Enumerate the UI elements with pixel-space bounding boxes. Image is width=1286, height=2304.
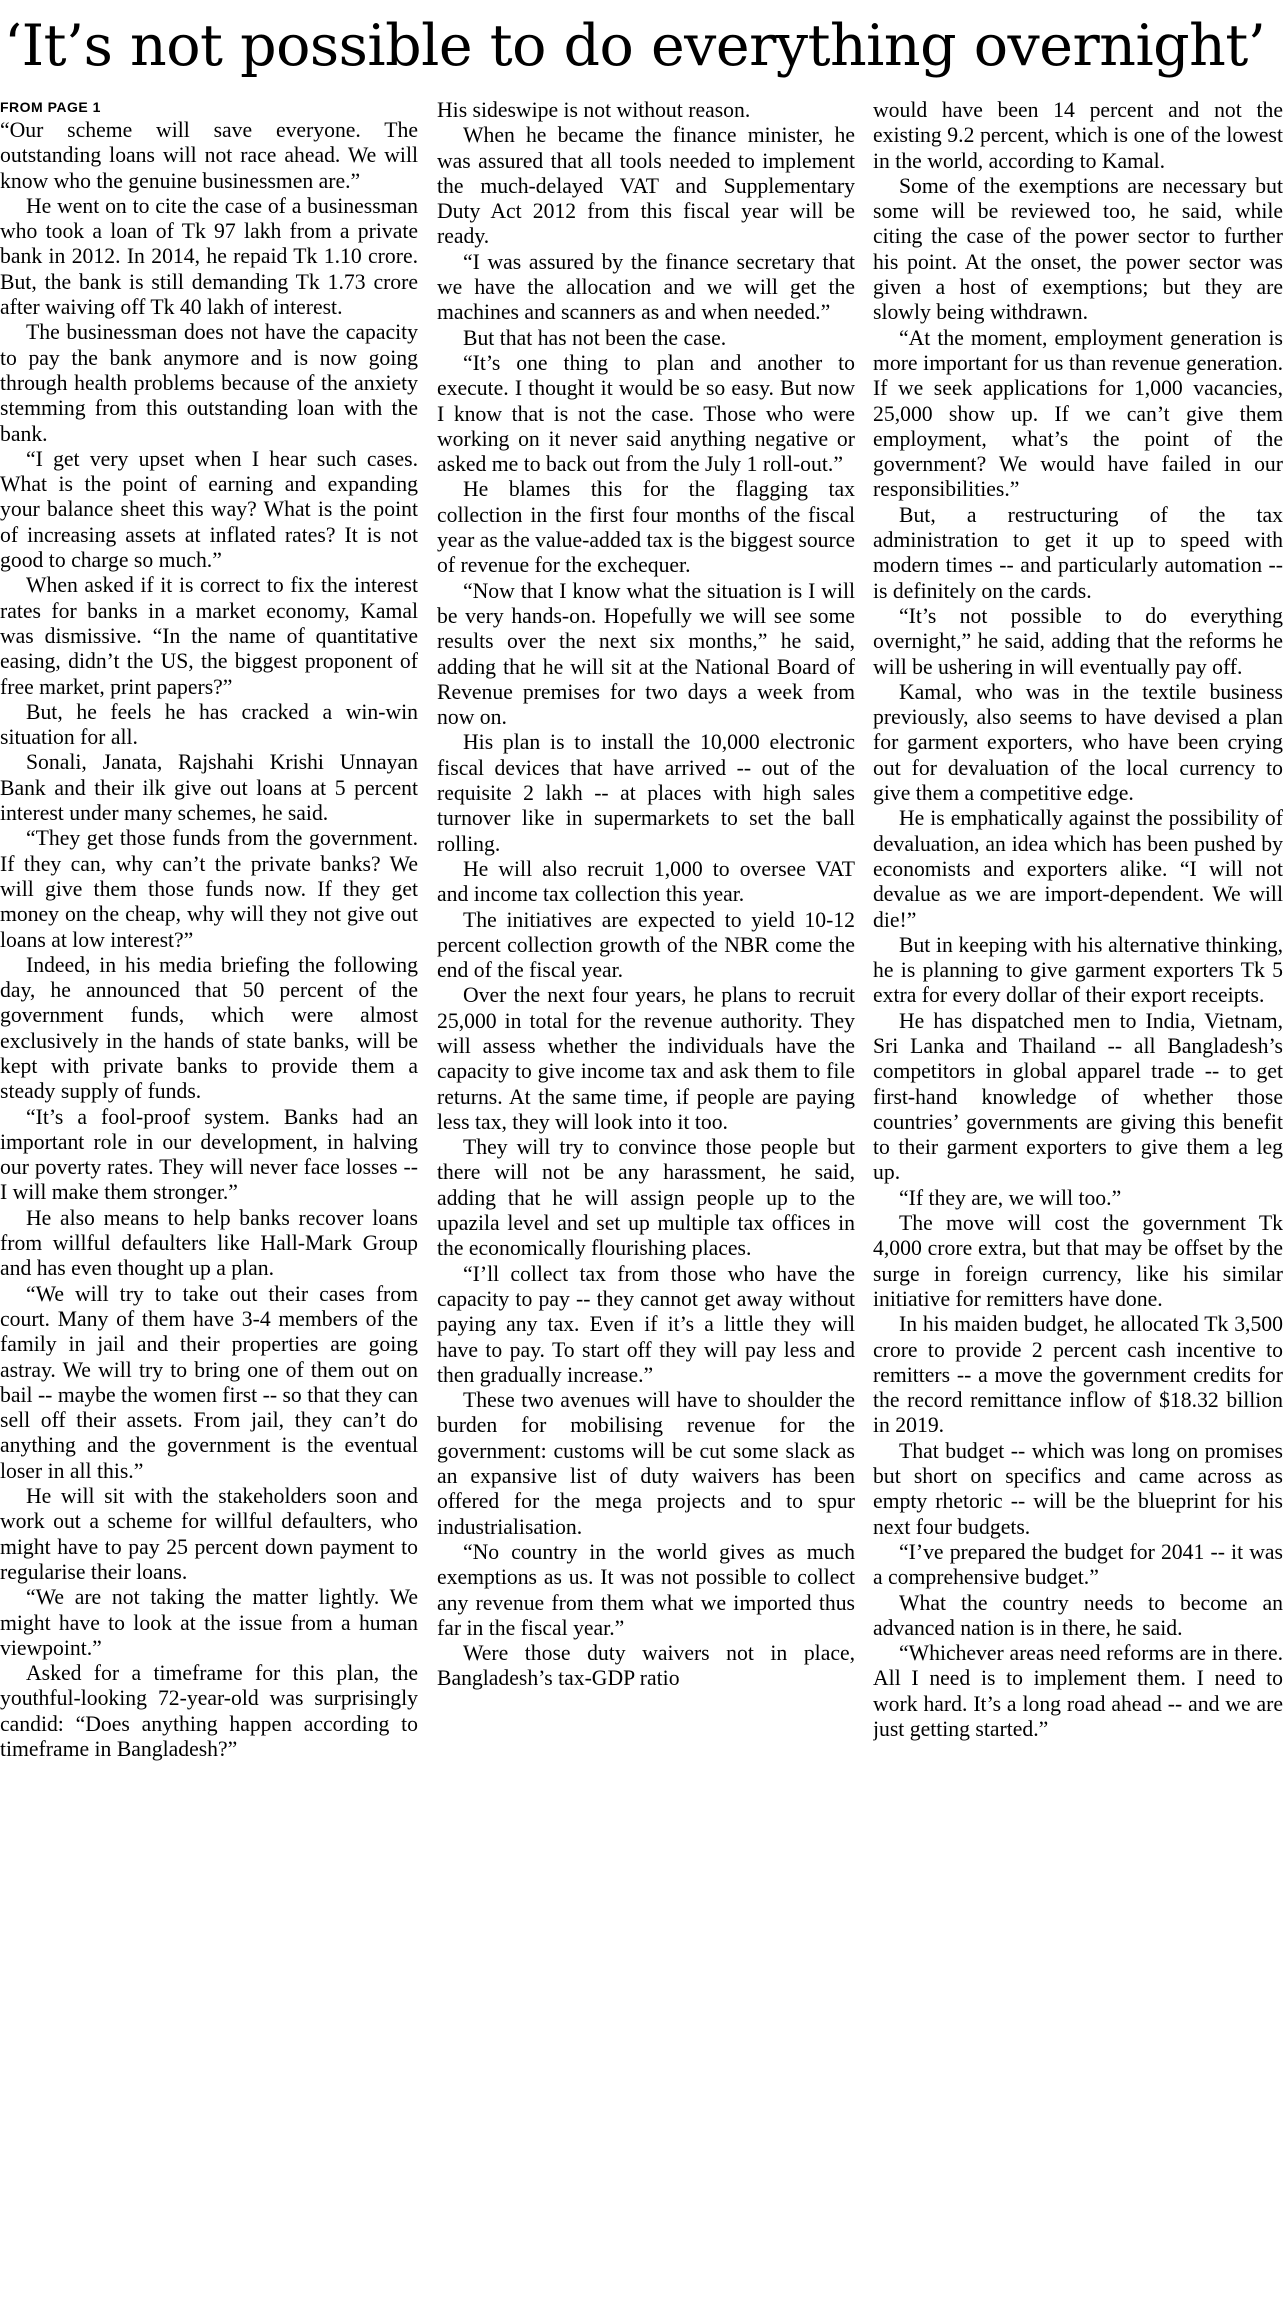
- paragraph: When asked if it is correct to fix the interest rates for banks in a market economy, Kamal was dismissive. “In the name of quantitative easing, didn’t the US, the biggest proponent of free market, print papers?”: [0, 573, 418, 699]
- paragraph: What the country needs to become an advanced nation is in there, he said.: [873, 1590, 1283, 1640]
- paragraph: Sonali, Janata, Rajshahi Krishi Unnayan Bank and their ilk give out loans at 5 percent interest under many schemes, he said.: [0, 750, 418, 826]
- paragraph: He has dispatched men to India, Vietnam, Sri Lanka and Thailand -- all Bangladesh’s competitors in global apparel trade -- to get first-hand knowledge of whether those countries’ governments are giving this benefit to their garment exporters to give them a leg up.: [873, 1008, 1283, 1185]
- paragraph: He is emphatically against the possibility of devaluation, an idea which has been pushed by economists and exporters alike. “I will not devalue as we are import-dependent. We will die!”: [873, 806, 1283, 932]
- paragraph: The move will cost the government Tk 4,000 crore extra, but that may be offset by the surge in foreign currency, like his similar initiative for remitters have done.: [873, 1211, 1283, 1311]
- paragraph: “It’s not possible to do everything overnight,” he said, adding that the reforms he will be ushering in will eventually pay off.: [873, 603, 1283, 679]
- paragraph: He blames this for the flagging tax collection in the first four months of the fiscal year as the value-added tax is the biggest source of revenue for the exchequer.: [437, 477, 855, 578]
- paragraph: But in keeping with his alternative thinking, he is planning to give garment exporters Tk 5 extra for every dollar of their export receipts.: [873, 932, 1283, 1008]
- paragraph: He also means to help banks recover loans from willful defaulters like Hall-Mark Group and has even thought up a plan.: [0, 1205, 418, 1281]
- paragraph: When he became the finance minister, he was assured that all tools needed to implement the much-delayed VAT and Supplementary Duty Act 2012 from this fiscal year will be ready.: [437, 123, 855, 249]
- paragraph: He went on to cite the case of a businessman who took a loan of Tk 97 lakh from a private bank in 2012. In 2014, he repaid Tk 1.10 crore. But, the bank is still demanding Tk 1.73 crore after waiving off Tk 40 lakh of interest.: [0, 193, 418, 320]
- paragraph: “I was assured by the finance secretary that we have the allocation and we will get the machines and scanners as and when needed.”: [437, 249, 855, 325]
- article-column-3: [873, 98, 1283, 2294]
- paragraph: “Our scheme will save everyone. The outstanding loans will not race ahead. We will know who the genuine businessmen are.”: [0, 118, 418, 193]
- paragraph: “We are not taking the matter lightly. We might have to look at the issue from a human viewpoint.”: [0, 1585, 418, 1660]
- paragraph: Kamal, who was in the textile business previously, also seems to have devised a plan for garment exporters, who have been crying out for devaluation of the local currency to give them a competitive edge.: [873, 679, 1283, 806]
- paragraph: In his maiden budget, he allocated Tk 3,500 crore to provide 2 percent cash incentive to remitters -- a move the government credits for the record remittance inflow of $18.32 billion in 2019.: [873, 1312, 1283, 1438]
- paragraph: “I’ve prepared the budget for 2041 -- it was a comprehensive budget.”: [873, 1539, 1283, 1590]
- paragraph: “Now that I know what the situation is I will be very hands-on. Hopefully we will see some results over the next six months,” he said, adding that he will sit at the National Board of Revenue premises for two days a week from now on.: [437, 578, 855, 730]
- paragraph: But, a restructuring of the tax administration to get it up to speed with modern times -- and particularly automation -- is definitely on the cards.: [873, 502, 1283, 603]
- paragraph: “We will try to take out their cases from court. Many of them have 3-4 members of the family in jail and their properties are going astray. We will try to bring one of them out on bail -- maybe the women first -- so that they can sell off their assets. From jail, they can’t do anything and the government is the eventual loser in all this.”: [0, 1281, 418, 1483]
- paragraph: “It’s one thing to plan and another to execute. I thought it would be so easy. But now I know that is not the case. Those who were working on it never said anything negative or asked me to back out from the July 1 roll-out.”: [437, 350, 855, 477]
- paragraph: But, he feels he has cracked a win-win situation for all.: [0, 699, 418, 750]
- paragraph: Indeed, in his media briefing the following day, he announced that 50 percent of the government funds, which were almost exclusively in the hands of state banks, will be kept with private banks to provide them a steady supply of funds.: [0, 952, 418, 1104]
- paragraph: But that has not been the case.: [463, 325, 727, 350]
- paragraph: Some of the exemptions are necessary but some will be reviewed too, he said, while citing the case of the power sector to further his point. At the onset, the power sector was given a host of exemptions; but they are slowly being withdrawn.: [873, 173, 1283, 325]
- paragraph: Were those duty waivers not in place, Bangladesh’s tax-GDP ratio: [437, 1641, 855, 1691]
- paragraph: “No country in the world gives as much exemptions as us. It was not possible to collect any revenue from them what we imported thus far in the fiscal year.”: [437, 1539, 855, 1640]
- paragraph: “Whichever areas need reforms are in there. All I need is to implement them. I need to work hard. It’s a long road ahead -- and we are just getting started.”: [873, 1641, 1283, 1741]
- paragraph: “They get those funds from the government. If they can, why can’t the private banks? We will give them those funds now. If they get money on the cheap, why will they not give out loans at low interest?”: [0, 826, 418, 952]
- paragraph: That budget -- which was long on promises but short on specifics and came across as empty rhetoric -- will be the blueprint for his next four budgets.: [873, 1438, 1283, 1539]
- paragraph: His sideswipe is not without reason.: [437, 98, 751, 122]
- paragraph: His plan is to install the 10,000 electronic fiscal devices that have arrived -- out of the requisite 2 lakh -- at places with high sales turnover like in supermarkets to set the ball rolling.: [437, 730, 855, 856]
- continued-from-label: FROM PAGE 1: [0, 99, 101, 115]
- paragraph: He will sit with the stakeholders soon and work out a scheme for willful defaulters, who might have to pay 25 percent down payment to regularise their loans.: [0, 1484, 418, 1584]
- paragraph: “At the moment, employment generation is more important for us than revenue generation. If we seek applications for 1,000 vacancies, 25,000 show up. If we can’t give them employment, what’s the point of the government? We would have failed in our responsibilities.”: [873, 325, 1283, 502]
- paragraph: would have been 14 percent and not the existing 9.2 percent, which is one of the lowest in the world, according to Kamal.: [873, 98, 1283, 173]
- paragraph: The initiatives are expected to yield 10-12 percent collection growth of the NBR come the end of the fiscal year.: [437, 907, 855, 983]
- article-column-1: [0, 98, 418, 2294]
- paragraph: The businessman does not have the capacity to pay the bank anymore and is now going through health problems because of the anxiety stemming from this outstanding loan with the bank.: [0, 320, 418, 446]
- paragraph: Over the next four years, he plans to recruit 25,000 in total for the revenue authority. They will assess whether the individuals have the capacity to give income tax and ask them to file returns. At the same time, if people are paying less tax, they will look into it too.: [437, 983, 855, 1134]
- paragraph: “If they are, we will too.”: [899, 1185, 1122, 1210]
- paragraph: They will try to convince those people but there will not be any harassment, he said, adding that he will assign people up to the upazila level and set up multiple tax offices in the economically flourishing places.: [437, 1135, 855, 1261]
- paragraph: He will also recruit 1,000 to oversee VAT and income tax collection this year.: [437, 856, 855, 907]
- paragraph: “I get very upset when I hear such cases. What is the point of earning and expanding your balance sheet this way? What is the point of increasing assets at inflated rates? It is not good to charge so much.”: [0, 446, 418, 573]
- article-column-2: [437, 98, 855, 2294]
- headline: ‘It’s not possible to do everything overnight’: [4, 13, 1266, 79]
- paragraph: “I’ll collect tax from those who have the capacity to pay -- they cannot get away without paying any tax. Even if it’s a little they will have to pay. To start off they will pay less and then gradually increase.”: [437, 1261, 855, 1387]
- paragraph: “It’s a fool-proof system. Banks had an important role in our development, in halving our poverty rates. They will never face losses -- I will make them stronger.”: [0, 1104, 418, 1205]
- paragraph: Asked for a timeframe for this plan, the youthful-looking 72-year-old was surprisingly candid: “Does anything happen according to timeframe in Bangladesh?”: [0, 1661, 418, 1761]
- paragraph: These two avenues will have to shoulder the burden for mobilising revenue for the government: customs will be cut some slack as an expansive list of duty waivers has been offered for the mega projects and to spur industrialisation.: [437, 1388, 855, 1539]
